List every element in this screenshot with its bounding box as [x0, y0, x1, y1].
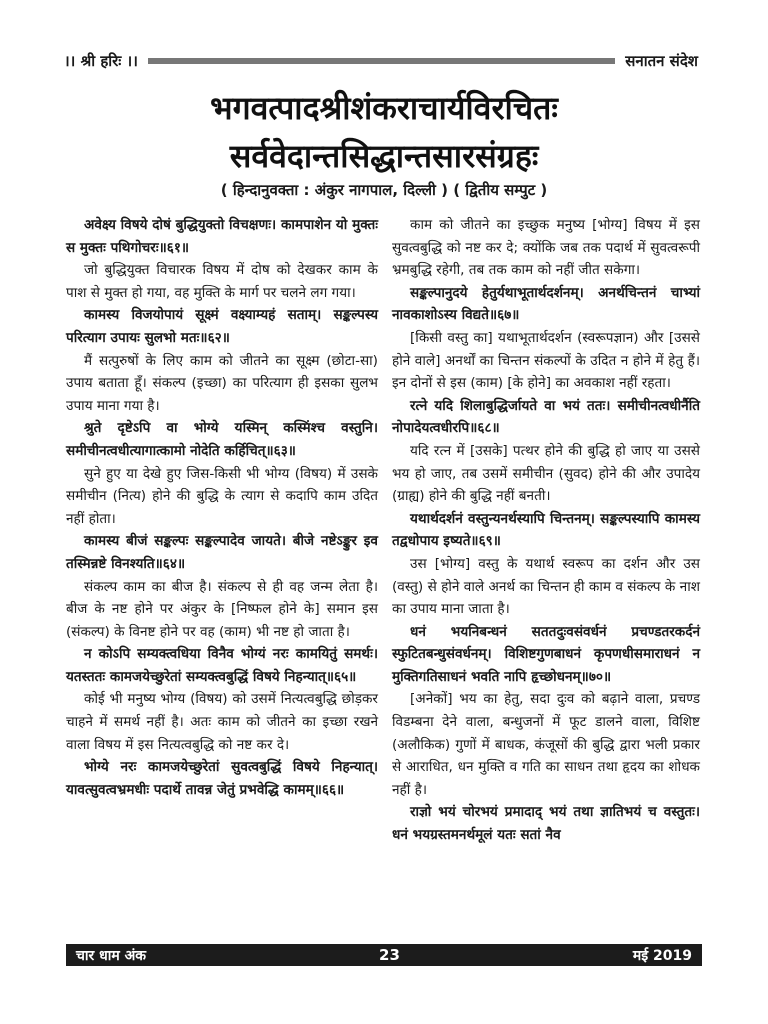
magazine-name: सनातन संदेश: [625, 52, 698, 70]
hindi-translation: उस [भोग्य] वस्तु के यथार्थ स्वरूप का दर्शन और उस (वस्तु) से होने वाले अनर्थ का चिन्तन ही काम व संकल्प के नाश का उपाय माना जाता है।: [392, 555, 700, 618]
sanskrit-verse: राज्ञो भयं चोरभयं प्रमादाद् भयं तथा ज्ञातिभयं च वस्तुतः। धनं भयग्रस्तमनर्थमूलं यतः सतां नैव: [392, 804, 700, 844]
hindi-translation: सुने हुए या देखे हुए जिस-किसी भी भोग्य (विषय) में उसके समीचीन (नित्य) होने की बुद्धि के त्याग से कदापि काम उदित नहीं होता।: [66, 465, 378, 527]
issue-name: चार धाम अंक: [76, 947, 147, 964]
hindi-translation: कोई भी मनुष्य भोग्य (विषय) को उसमें नित्यत्वबुद्धि छोड़कर चाहने में समर्थ नहीं है। अतः काम को जीतने का इच्छा रखने वाला विषय में इस नित्यत्वबुद्धि को नष्ट कर दे।: [66, 691, 378, 753]
footer-bar: [66, 944, 702, 966]
sanskrit-verse: भोग्ये नरः कामजयेच्छुरेतां सुवत्वबुद्धिं विषये निहन्यात्। यावत्सुवत्वभ्रमधीः पदार्थे तावन्न जेतुं प्रभवेद्धि कामम्॥६६॥: [66, 759, 378, 798]
sanskrit-verse: अवेक्ष्य विषये दोषं बुद्धियुक्तो विचक्षणः। कामपाशेन यो मुक्तः स मुक्तः पथिगोचरः॥६१॥: [66, 217, 378, 256]
header-rule: [148, 58, 615, 64]
sanskrit-verse: कामस्य बीजं सङ्कल्पः सङ्कल्पादेव जायते। बीजे नष्टेऽङ्कुर इव तस्मिन्नष्टे विनश्यति॥६४॥: [66, 533, 378, 572]
running-header: [64, 48, 698, 74]
sanskrit-verse: धनं भयनिबन्धनं सततदुःवसंवर्धनं प्रचण्डतरकर्दनं स्फुटितबन्धुसंवर्धनम्। विशिष्टगुणबाधनं कृपणधीसमाराधनं न मुक्तिगतिसाधनं भवति नापि हृच्छोधनम्॥७०॥: [392, 623, 700, 685]
sanskrit-verse: न कोऽपि सम्यक्त्वधिया विनैव भोग्यं नरः कामयितुं समर्थः। यतस्ततः कामजयेच्छुरेतां सम्यक्त्वबुद्धिं विषये निहन्यात्॥६५॥: [66, 646, 378, 685]
sanskrit-verse: कामस्य विजयोपायं सूक्ष्मं वक्ष्याम्यहं सताम्। सङ्कल्पस्य परित्याग उपायः सुलभो मतः॥६२॥: [66, 307, 378, 346]
hindi-translation: जो बुद्धियुक्त विचारक विषय में दोष को देखकर काम के पाश से मुक्त हो गया, वह मुक्ति के मार्ग पर चलने लग गया।: [66, 262, 378, 301]
title-line-2: सर्ववेदान्तसिद्धान्तसारसंग्रहः: [229, 137, 539, 175]
page-number: 23: [379, 946, 400, 964]
sanskrit-verse: रत्ने यदि शिलाबुद्धिर्जायते वा भयं ततः। समीचीनत्वधीर्नैति नोपादेयत्वधीरपि॥६८॥: [392, 397, 700, 437]
right-column: [392, 214, 700, 847]
hindi-translation: काम को जीतने का इच्छुक मनुष्य [भोग्य] विषय में इस सुवत्वबुद्धि को नष्ट कर दे; क्योंकि जब तक पदार्थ में सुवत्वरूपी भ्रमबुद्धि रहेगी, तब तक काम को नहीं जीत सकेगा।: [392, 217, 700, 279]
hindi-translation: संकल्प काम का बीज है। संकल्प से ही वह जन्म लेता है। बीज के नष्ट होने पर अंकुर के [निष्फल होने के] समान इस (संकल्प) के विनष्ट होने पर वह (काम) भी नष्ट हो जाता है।: [66, 578, 378, 640]
sanskrit-verse: श्रुते दृष्टेऽपि वा भोग्ये यस्मिन् कस्मिंश्च वस्तुनि। समीचीनत्वधीत्यागात्कामो नोदेति कर्हिचित्॥६३॥: [66, 420, 378, 459]
sanskrit-verse: यथार्थदर्शनं वस्तुन्यनर्थस्यापि चिन्तनम्। सङ्कल्पस्यापि कामस्य तद्वधोपाय इष्यते॥६९॥: [392, 510, 700, 550]
title-line-1: भगवत्पादश्रीशंकराचार्यविरचितः: [210, 89, 558, 127]
header-invocation: ।। श्री हरिः ।।: [64, 52, 138, 70]
sanskrit-verse: सङ्कल्पानुदये हेतुर्यथाभूतार्थदर्शनम्। अनर्थचिन्तनं चाभ्यां नावकाशोऽस्य विद्यते॥६७॥: [392, 284, 700, 324]
byline: ( हिन्दानुवक्ता : अंकुर नागपाल, दिल्ली ) ( द्वितीय सम्पुट ): [220, 181, 548, 199]
left-column: [66, 214, 378, 801]
hindi-translation: [किसी वस्तु का] यथाभूतार्थदर्शन (स्वरूपज्ञान) और [उससे होने वाले] अनर्थों का चिन्तन संकल्पों के उदित न होने में हेतु हैं। इन दोनों से इस (काम) [के होने] का अवकाश नहीं रहता।: [392, 329, 700, 392]
hindi-translation: मैं सत्पुरुषों के लिए काम को जीतने का सूक्ष्म (छोटा-सा) उपाय बताता हूँ। संकल्प (इच्छा) का परित्याग ही इसका सुलभ उपाय माना गया है।: [66, 352, 378, 414]
issue-date: मई 2019: [632, 947, 692, 964]
hindi-translation: यदि रत्न में [उसके] पत्थर होने की बुद्धि हो जाए या उससे भय हो जाए, तब उसमें समीचीन (सुवद) होने की और उपादेय (ग्राह्य) होने की बुद्धि नहीं बनती।: [392, 442, 700, 505]
hindi-translation: [अनेकों] भय का हेतु, सदा दुःव को बढ़ाने वाला, प्रचण्ड विडम्बना देने वाला, बन्धुजनों में फूट डालने वाला, विशिष्ट (अलौकिक) गुणों में बाधक, कंजूसों की बुद्धि द्वारा भली प्रकार से आराधित, धन मुक्ति व गति का साधन तथा हृदय का शोधक नहीं है।: [392, 691, 700, 798]
